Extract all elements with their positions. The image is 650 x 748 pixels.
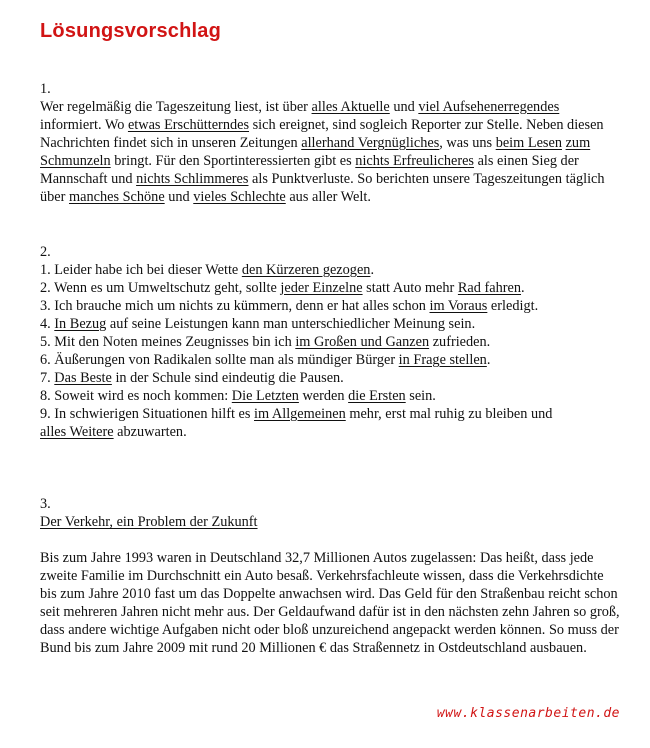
text-segment: . (486, 352, 491, 368)
underlined-phrase: Rad fahren (457, 280, 522, 296)
underlined-phrase: Das Beste (54, 370, 112, 386)
section-2 (40, 243, 620, 441)
text-segment: 5. Mit den Noten meines Zeugnisses bin ich (40, 334, 296, 350)
sentence-item (40, 423, 620, 441)
sentence-list (40, 261, 620, 441)
text-segment: 4. (40, 316, 55, 332)
section-number: 2. (40, 244, 51, 260)
text-segment: 3. Ich brauche mich um nichts zu kümmern, denn er hat alles schon (40, 298, 430, 314)
text-segment: informiert. Wo (40, 117, 128, 133)
underlined-phrase: etwas Erschütterndes (127, 117, 250, 133)
text-segment: 8. Soweit wird es noch kommen: (40, 388, 232, 404)
section-3-paragraph: Bis zum Jahre 1993 waren in Deutschland 32,7 Millionen Autos zugelassen: Das heißt, dass jede zweite Familie im Durchschnitt ein Auto besaß. Verkehrsfachleute wissen, dass die Verkehrsdichte bis zum Jahre 2010 fast um das Doppelte anwachsen wird. Das Geld für den Straßenbau reicht schon seit mehreren Jahren nicht mehr aus. Der Geldaufwand dafür ist in den nächsten zehn Jahren so groß, dass andere wichtige Aufgaben nicht oder bloß unzureichend angepackt werden können. So muss der Bund bis zum Jahre 2009 mit rund 20 Millionen € das Straßennetz in Ostdeutschland ausbauen. (40, 550, 620, 656)
underlined-phrase: in Frage stellen (398, 352, 487, 368)
sentence-item (40, 351, 620, 369)
underlined-phrase: alles Aktuelle (311, 99, 390, 115)
text-segment: 9. In schwierigen Situationen hilft es (40, 406, 255, 422)
section-1 (40, 80, 620, 206)
text-segment: zufrieden. (429, 334, 491, 350)
underlined-phrase: die Ersten (348, 388, 406, 404)
text-segment: aus aller Welt. (285, 189, 371, 205)
text-segment: bringt. Für den Sportinteressierten gibt es (110, 153, 356, 169)
text-segment: , was uns (439, 135, 496, 151)
section-1-paragraph (40, 98, 620, 206)
section-3-heading: Der Verkehr, ein Problem der Zukunft (40, 514, 258, 530)
underlined-phrase: vieles Schlechte (193, 189, 286, 205)
text-segment: und (164, 189, 194, 205)
sentence-item (40, 315, 620, 333)
text-segment: sein. (405, 388, 436, 404)
text-segment: statt Auto mehr (362, 280, 458, 296)
text-segment: mehr, erst mal ruhig zu bleiben und (345, 406, 553, 422)
underlined-phrase: alles Weitere (40, 424, 114, 440)
text-segment: 2. Wenn es um Umweltschutz geht, sollte (40, 280, 281, 296)
underlined-phrase: manches Schöne (68, 189, 165, 205)
text-segment: als Punktverluste. So berichten unsere Tageszeitungen täglich über (40, 171, 605, 205)
text-segment: . (370, 262, 375, 278)
underlined-phrase: nichts Schlimmeres (136, 171, 249, 187)
text-segment: als einen Sieg der Mannschaft und (40, 153, 579, 187)
underlined-phrase: nichts Erfreulicheres (355, 153, 474, 169)
text-segment: abzuwarten. (113, 424, 187, 440)
text-segment: auf seine Leistungen kann man unterschiedlicher Meinung sein. (106, 316, 476, 332)
sentence-item (40, 297, 620, 315)
underlined-phrase: im Großen und Ganzen (295, 334, 430, 350)
sentence-item (40, 369, 620, 387)
text-segment: in der Schule sind eindeutig die Pausen. (111, 370, 344, 386)
section-3 (40, 495, 620, 657)
text-segment: 1. Leider habe ich bei dieser Wette (40, 262, 242, 278)
sentence-item (40, 333, 620, 351)
page-title: Lösungsvorschlag (40, 20, 222, 42)
underlined-phrase: In Bezug (54, 316, 107, 332)
underlined-phrase: im Allgemeinen (254, 406, 346, 422)
underlined-phrase: jeder Einzelne (280, 280, 363, 296)
text-segment: 6. Äußerungen von Radikalen sollte man als mündiger Bürger (40, 352, 399, 368)
sentence-item (40, 261, 620, 279)
underlined-phrase: allerhand Vergnügliches (301, 135, 440, 151)
text-segment: . (521, 280, 525, 296)
sentence-item (40, 387, 620, 405)
text-segment: und (389, 99, 419, 115)
underlined-phrase: den Kürzeren gezogen (241, 262, 371, 278)
underlined-phrase: zum Schmunzeln (40, 135, 591, 169)
text-segment: Wer regelmäßig die Tageszeitung liest, ist über (40, 99, 312, 115)
website-footer: www.klassenarbeiten.de (436, 706, 620, 721)
text-segment: sich ereignet, sind sogleich Reporter zur Stelle. Neben diesen Nachrichten findet sich in unseren Zeitungen (40, 117, 604, 151)
section-number: 1. (40, 81, 51, 97)
underlined-phrase: beim Lesen (495, 135, 562, 151)
text-segment: werden (298, 388, 349, 404)
underlined-phrase: im Voraus (429, 298, 488, 314)
text-segment: erledigt. (487, 298, 539, 314)
section-number: 3. (40, 496, 51, 512)
sentence-item (40, 279, 620, 297)
text-segment: 7. (40, 370, 55, 386)
sentence-item (40, 405, 620, 423)
underlined-phrase: viel Aufsehenerregendes (418, 99, 560, 115)
underlined-phrase: Die Letzten (231, 388, 299, 404)
